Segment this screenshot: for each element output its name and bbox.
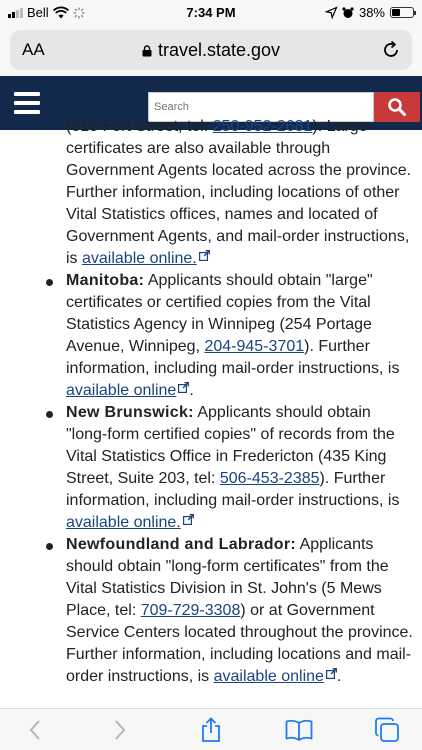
share-icon [200,717,222,743]
external-link-icon [183,514,194,525]
browser-toolbar [0,708,422,750]
share-button[interactable] [196,717,226,743]
content-scroll [0,116,422,688]
intro-text: ). Large certificates are also available through Government Agents located across the province. Further information, including locations of other Vital Statistics offices, names and located of Government Agents, and mail-order instructions, is [66,118,412,267]
url-display[interactable] [10,40,412,61]
status-bar [0,0,422,26]
item-text: ). Further information, including mail-order instructions, is [66,338,400,377]
browser-address-bar [0,26,422,76]
available-online-link[interactable]: available online. [82,250,197,267]
back-button[interactable] [20,717,50,743]
status-time: 7:34 PM [186,5,236,20]
item-text: ) or at Government Service Centers located throughout the province. Further information, including locations and mail-order instructions, is [66,602,413,685]
book-icon [285,719,313,741]
location-arrow-icon [326,7,337,18]
phone-link[interactable]: 204-945-3701 [204,338,305,355]
battery-percentage: 38% [358,5,385,20]
status-right [326,5,414,20]
url-text: travel.state.gov [157,40,281,60]
external-link-icon [326,668,337,679]
item-text: Applicants should obtain "long-form certified copies" of records from the Vital Statistics Office in Fredericton (435 King Street, Suite 203, tel: [66,404,395,487]
available-online-link[interactable]: available online [213,668,324,685]
forward-button[interactable] [105,717,135,743]
item-punctuation: . [336,668,342,685]
chevron-left-icon [28,719,42,741]
bullet-icon [46,411,53,418]
intro-partial-text: (818 Fort Street, tel: [66,118,213,135]
bookmarks-button[interactable] [284,717,314,743]
item-text: Applicants should obtain "long-form certificates" from the Vital Statistics Division in St. John's (5 Mews Place, tel: [66,536,389,619]
list-item [0,116,422,270]
alarm-clock-icon [342,7,354,19]
province-name: Newfoundland and Labrador: [66,536,297,553]
phone-link[interactable]: 250-952-2681 [212,118,313,135]
item-text: Applicants should obtain "large" certificates or certified copies from the Vital Statistics Agency in Winnipeg (254 Portage Avenue, Winnipeg, [66,272,373,355]
search-icon [387,97,407,117]
text-size-button[interactable]: AA [22,40,45,59]
item-punctuation: . [189,382,194,399]
available-online-link[interactable]: available online [66,382,177,399]
lock-icon [142,45,152,57]
phone-link[interactable]: 709-729-3308 [140,602,241,619]
menu-icon[interactable] [14,92,40,114]
main-content [0,118,422,708]
available-online-link[interactable]: available online. [66,514,181,531]
carrier-label: Bell [27,5,49,20]
item-text: ). Further information, including mail-order instructions, is [66,470,400,509]
tabs-button[interactable] [372,717,402,743]
battery-icon [390,7,414,18]
url-field[interactable] [10,30,412,70]
reload-icon[interactable] [380,39,402,61]
list-item [0,534,422,688]
phone-link[interactable]: 506-453-2385 [219,470,320,487]
province-name: Manitoba: [66,272,145,289]
province-name: New Brunswick: [66,404,194,421]
list-item [0,402,422,534]
chevron-right-icon [113,719,127,741]
tabs-icon [374,717,400,743]
list-item [0,270,422,402]
bullet-icon [46,543,53,550]
external-link-icon [178,382,189,393]
external-link-icon [199,250,210,261]
bullet-icon [46,279,53,286]
